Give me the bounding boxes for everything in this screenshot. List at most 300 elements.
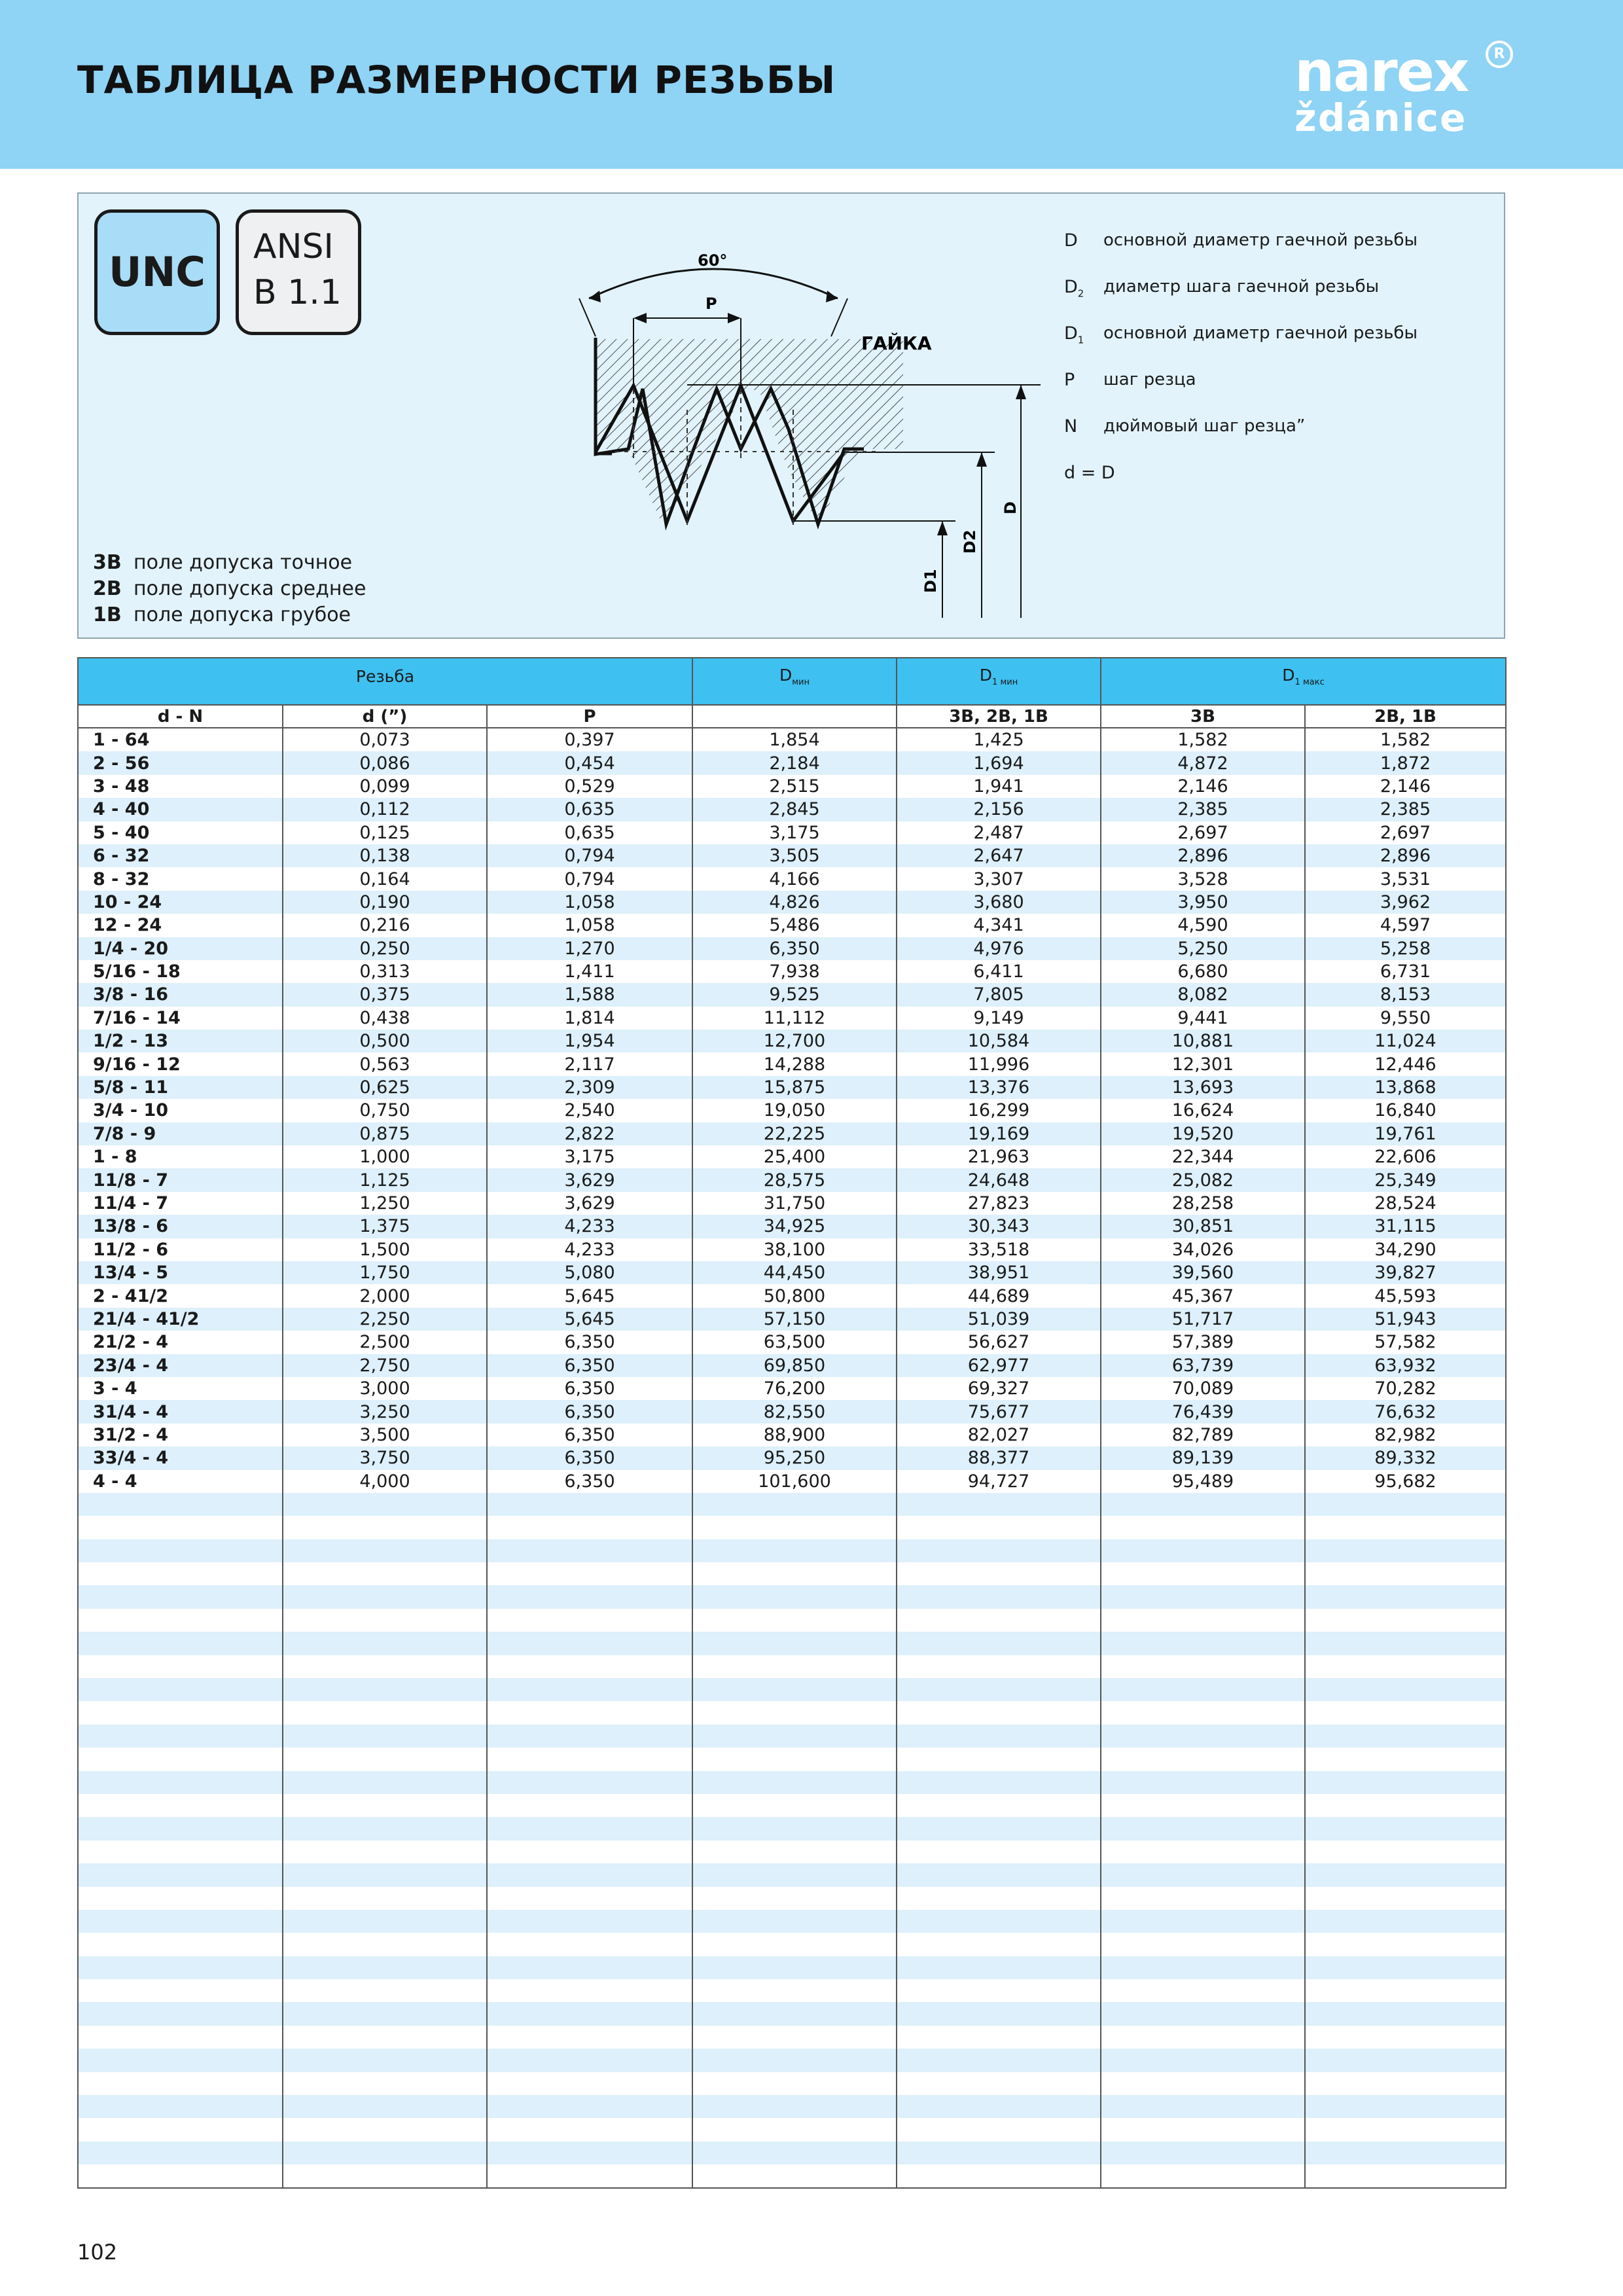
table-cell: 1,125 [283, 1168, 487, 1191]
table-cell: 2,515 [692, 775, 897, 798]
legend-description: диаметр шага гаечной резьбы [1103, 277, 1380, 296]
table-cell [1101, 2026, 1305, 2049]
table-cell: 0,216 [283, 914, 487, 937]
table-cell [692, 2164, 897, 2187]
table-cell: 89,332 [1305, 1446, 1505, 1469]
logo-subline: ždánice [1294, 96, 1467, 140]
table-cell [1101, 1539, 1305, 1562]
table-cell: 88,377 [897, 1446, 1101, 1469]
table-cell: 51,039 [897, 1308, 1101, 1331]
table-cell: 45,367 [1101, 1284, 1305, 1307]
table-row-empty [79, 1678, 1505, 1701]
table-cell [487, 1678, 692, 1701]
table-cell: 4,597 [1305, 914, 1505, 937]
table-cell: 1,582 [1305, 728, 1505, 751]
table-cell [487, 2164, 692, 2187]
table-cell: 11,112 [692, 1007, 897, 1030]
table-cell [79, 1632, 283, 1655]
table-cell [1101, 1817, 1305, 1840]
table-cell [1305, 1725, 1505, 1748]
table-cell: 2,540 [487, 1099, 692, 1122]
table-cell: 22,225 [692, 1122, 897, 1145]
table-cell: 2,697 [1101, 821, 1305, 844]
table-cell: 16,299 [897, 1099, 1101, 1122]
table-cell [283, 1771, 487, 1794]
table-cell [79, 2072, 283, 2095]
table-cell [487, 1493, 692, 1516]
table-cell [1305, 1887, 1505, 1910]
table-cell [1101, 1493, 1305, 1516]
table-row-empty [79, 1817, 1505, 1840]
table-cell: 9,550 [1305, 1007, 1505, 1030]
table-cell: 21,963 [897, 1145, 1101, 1168]
table-cell [283, 2118, 487, 2141]
table-cell [897, 1493, 1101, 1516]
table-cell [1101, 1863, 1305, 1886]
table-cell: 39,560 [1101, 1261, 1305, 1284]
table-cell: 30,851 [1101, 1215, 1305, 1238]
table-cell: 89,139 [1101, 1446, 1305, 1469]
d1max-group-header: $D_{1 макс}$ [1101, 658, 1505, 705]
table-cell [487, 1840, 692, 1863]
table-cell: 1,411 [487, 960, 692, 983]
table-cell: 0,750 [283, 1099, 487, 1122]
table-cell [1101, 1748, 1305, 1770]
table-cell [79, 1655, 283, 1678]
table-row [79, 1145, 1505, 1168]
table-cell [1305, 1933, 1505, 1956]
table-row [79, 775, 1505, 798]
table-cell [897, 1979, 1101, 2002]
table-cell [1101, 1840, 1305, 1863]
table-cell: 0,250 [283, 937, 487, 960]
table-row-empty [79, 1609, 1505, 1632]
table-cell: 1,814 [487, 1007, 692, 1030]
table-cell [1305, 2049, 1505, 2072]
table-cell [487, 1562, 692, 1585]
table-cell [79, 1794, 283, 1817]
table-row [79, 1238, 1505, 1261]
table-cell: 2,500 [283, 1331, 487, 1354]
logo-wordmark: narex [1294, 39, 1469, 105]
table-cell [283, 1840, 487, 1863]
table-cell [283, 1539, 487, 1562]
table-row [79, 1122, 1505, 1145]
table-cell: 3,962 [1305, 891, 1505, 914]
thread-info-panel [77, 192, 1505, 639]
table-cell [1305, 1956, 1505, 1979]
table-cell [1305, 2026, 1505, 2049]
table-cell [692, 1910, 897, 1933]
table-cell [1305, 1539, 1505, 1562]
table-cell [283, 1701, 487, 1724]
table-cell [1305, 1655, 1505, 1678]
table-cell: 9,525 [692, 983, 897, 1006]
thread-group-header: Резьба [79, 658, 692, 705]
table-row [79, 1446, 1505, 1469]
table-cell [897, 2118, 1101, 2141]
table-cell: 0,190 [283, 891, 487, 914]
table-cell [79, 1585, 283, 1608]
table-cell: 95,250 [692, 1446, 897, 1469]
table-row-empty [79, 1933, 1505, 1956]
tolerance-code: 1B [93, 603, 122, 626]
table-cell [283, 1817, 487, 1840]
table-cell [897, 1840, 1101, 1863]
page-number: 102 [77, 2240, 118, 2265]
table-cell: 5,645 [487, 1284, 692, 1307]
table-cell [487, 2026, 692, 2049]
table-cell: 95,489 [1101, 1470, 1305, 1493]
table-row-empty [79, 1493, 1505, 1516]
table-cell [283, 1863, 487, 1886]
table-row-empty [79, 1632, 1505, 1655]
table-cell: 7,805 [897, 983, 1101, 1006]
table-cell [692, 1956, 897, 1979]
table-cell: 2 - 41/2 [79, 1284, 283, 1307]
table-cell: 34,925 [692, 1215, 897, 1238]
table-cell [487, 1956, 692, 1979]
table-cell: 95,682 [1305, 1470, 1505, 1493]
table-cell [1101, 1701, 1305, 1724]
table-cell: 2,750 [283, 1354, 487, 1377]
table-cell: 4,590 [1101, 914, 1305, 937]
table-cell [79, 2026, 283, 2049]
page-title: ТАБЛИЦА РАЗМЕРНОСТИ РЕЗЬБЫ [77, 58, 836, 102]
table-cell [487, 1725, 692, 1748]
table-cell [487, 1863, 692, 1886]
table-cell: 2,184 [692, 751, 897, 774]
table-cell [487, 2072, 692, 2095]
table-cell [897, 1887, 1101, 1910]
table-cell: 34,290 [1305, 1238, 1505, 1261]
table-cell: 51,717 [1101, 1308, 1305, 1331]
table-cell: 1,375 [283, 1215, 487, 1238]
dmin-group-header: $D_{мин}$ [692, 658, 897, 705]
table-row-empty [79, 1516, 1505, 1539]
table-row-empty [79, 1956, 1505, 1979]
table-cell [897, 2142, 1101, 2164]
table-cell [1101, 1655, 1305, 1678]
nut-label: ГАЙКА [861, 332, 932, 354]
table-cell [692, 1863, 897, 1886]
col-header [692, 705, 897, 728]
table-cell: 4 - 40 [79, 798, 283, 821]
thread-dimensions-table [79, 658, 1505, 2188]
table-cell: 6,350 [487, 1400, 692, 1423]
table-cell [283, 1585, 487, 1608]
table-cell [487, 1817, 692, 1840]
table-cell: 5,258 [1305, 937, 1505, 960]
table-cell [1305, 1794, 1505, 1817]
col-header: 3B [1101, 705, 1305, 728]
table-cell [487, 2142, 692, 2164]
table-row [79, 1308, 1505, 1331]
table-cell: 25,349 [1305, 1168, 1505, 1191]
table-cell [897, 2095, 1101, 2118]
table-cell: 4,000 [283, 1470, 487, 1493]
tolerance-row [93, 551, 366, 577]
table-cell: 11/8 - 7 [79, 1168, 283, 1191]
table-cell: 44,450 [692, 1261, 897, 1284]
table-row-empty [79, 1701, 1505, 1724]
table-cell: 31,115 [1305, 1215, 1505, 1238]
ansi-badge-line1: ANSI [253, 227, 334, 266]
table-cell [1305, 1562, 1505, 1585]
table-cell: 70,089 [1101, 1377, 1305, 1400]
table-cell: 30,343 [897, 1215, 1101, 1238]
table-cell: 2,385 [1101, 798, 1305, 821]
table-cell: 0,086 [283, 751, 487, 774]
table-row-empty [79, 2072, 1505, 2095]
table-cell: 75,677 [897, 1400, 1101, 1423]
table-cell: 19,761 [1305, 1122, 1505, 1145]
table-cell [692, 2002, 897, 2025]
pitch-label: P [705, 295, 717, 313]
table-cell [1101, 2164, 1305, 2187]
table-cell: 7/8 - 9 [79, 1122, 283, 1145]
table-cell [692, 1794, 897, 1817]
table-cell [692, 1840, 897, 1863]
table-cell [487, 2095, 692, 2118]
table-cell: 21/2 - 4 [79, 1331, 283, 1354]
table-cell: 8,082 [1101, 983, 1305, 1006]
table-cell [283, 1979, 487, 2002]
thread-table [77, 657, 1507, 2189]
table-cell [283, 1933, 487, 1956]
table-cell: 0,313 [283, 960, 487, 983]
table-cell: 6,731 [1305, 960, 1505, 983]
table-cell: 5,250 [1101, 937, 1305, 960]
table-cell [897, 2164, 1101, 2187]
table-cell [487, 1887, 692, 1910]
tolerance-text: поле допуска грубое [134, 603, 351, 626]
table-row [79, 798, 1505, 821]
table-cell: 28,575 [692, 1168, 897, 1191]
table-cell [692, 1933, 897, 1956]
legend-symbol: $D_2$ [1064, 277, 1084, 300]
table-cell [283, 1655, 487, 1678]
table-cell: 1,941 [897, 775, 1101, 798]
table-cell: 16,840 [1305, 1099, 1505, 1122]
table-cell: 1,058 [487, 914, 692, 937]
table-cell [692, 2142, 897, 2164]
table-cell [1101, 1794, 1305, 1817]
table-cell [487, 1979, 692, 2002]
table-cell: 2,487 [897, 821, 1101, 844]
tolerance-code: 3B [93, 551, 122, 574]
table-cell [692, 1701, 897, 1724]
table-cell [1305, 1493, 1505, 1516]
table-cell: 3/4 - 10 [79, 1099, 283, 1122]
table-cell: 76,200 [692, 1377, 897, 1400]
d-dimension-label: D [1001, 501, 1020, 514]
table-cell: 2 - 56 [79, 751, 283, 774]
table-cell: 82,789 [1101, 1424, 1305, 1446]
col-header: 3B, 2B, 1B [897, 705, 1101, 728]
table-cell: 0,112 [283, 798, 487, 821]
table-cell: 76,632 [1305, 1400, 1505, 1423]
table-row [79, 751, 1505, 774]
table-row [79, 1007, 1505, 1030]
table-cell [283, 1678, 487, 1701]
table-cell [79, 1840, 283, 1863]
ansi-badge-line2: B 1.1 [253, 273, 342, 312]
table-cell [487, 2049, 692, 2072]
d1-dimension-label: D1 [921, 569, 940, 593]
table-cell: 3,680 [897, 891, 1101, 914]
table-row [79, 1076, 1505, 1099]
table-row-empty [79, 1585, 1505, 1608]
table-cell: 39,827 [1305, 1261, 1505, 1284]
table-cell: 6,350 [487, 1470, 692, 1493]
table-cell [1305, 1817, 1505, 1840]
table-cell [897, 2002, 1101, 2025]
table-cell: 0,635 [487, 821, 692, 844]
table-cell: 19,169 [897, 1122, 1101, 1145]
table-cell: 12 - 24 [79, 914, 283, 937]
table-cell: 45,593 [1305, 1284, 1505, 1307]
table-cell: 2,146 [1101, 775, 1305, 798]
table-cell [487, 1748, 692, 1770]
table-cell [79, 2142, 283, 2164]
table-cell [79, 1493, 283, 1516]
tolerance-code: 2B [93, 577, 122, 600]
table-cell: 0,529 [487, 775, 692, 798]
table-cell: 31/2 - 4 [79, 1424, 283, 1446]
unc-badge: UNC [94, 209, 220, 335]
table-cell: 1,588 [487, 983, 692, 1006]
table-cell: 0,125 [283, 821, 487, 844]
table-row [79, 1052, 1505, 1075]
table-cell: 4,233 [487, 1238, 692, 1261]
table-cell [897, 1794, 1101, 1817]
table-cell: 10,584 [897, 1030, 1101, 1052]
table-cell: 3,250 [283, 1400, 487, 1423]
table-cell [1305, 2164, 1505, 2187]
table-cell [692, 1562, 897, 1585]
table-cell [897, 1655, 1101, 1678]
table-cell [692, 2095, 897, 2118]
registered-icon: R [1486, 41, 1513, 68]
table-cell [692, 1609, 897, 1632]
table-row-empty [79, 1655, 1505, 1678]
table-cell [692, 1539, 897, 1562]
table-cell [487, 2118, 692, 2141]
col-header: 2B, 1B [1305, 705, 1505, 728]
table-cell: 2,250 [283, 1308, 487, 1331]
table-cell: 3 - 4 [79, 1377, 283, 1400]
table-cell: 38,951 [897, 1261, 1101, 1284]
table-cell [283, 1910, 487, 1933]
table-cell [897, 2049, 1101, 2072]
table-cell: 88,900 [692, 1424, 897, 1446]
table-cell [1101, 2049, 1305, 2072]
table-cell: 3,950 [1101, 891, 1305, 914]
table-row [79, 1331, 1505, 1354]
table-cell [487, 1585, 692, 1608]
table-cell [692, 2049, 897, 2072]
table-cell [283, 2026, 487, 2049]
table-cell: 7/16 - 14 [79, 1007, 283, 1030]
table-cell: 5/16 - 18 [79, 960, 283, 983]
table-cell [1305, 1701, 1505, 1724]
legend-symbol: P [1064, 370, 1075, 390]
table-cell [692, 1725, 897, 1748]
table-cell [1101, 1516, 1305, 1539]
table-cell [1305, 1910, 1505, 1933]
table-row [79, 1168, 1505, 1191]
table-cell: 69,327 [897, 1377, 1101, 1400]
table-cell [283, 1493, 487, 1516]
table-cell: 0,625 [283, 1076, 487, 1099]
table-cell [1101, 1979, 1305, 2002]
table-cell [897, 1771, 1101, 1794]
table-cell: 4 - 4 [79, 1470, 283, 1493]
table-cell [79, 2095, 283, 2118]
table-cell: 2,647 [897, 844, 1101, 867]
table-cell: 23/4 - 4 [79, 1354, 283, 1377]
table-row-empty [79, 2026, 1505, 2049]
table-cell: 13/4 - 5 [79, 1261, 283, 1284]
table-cell [1101, 2142, 1305, 2164]
table-cell: 3,175 [487, 1145, 692, 1168]
legend-description: основной диаметр гаечной резьбы [1103, 230, 1418, 250]
table-cell: 13,868 [1305, 1076, 1505, 1099]
table-cell: 27,823 [897, 1192, 1101, 1215]
table-cell: 1 - 64 [79, 728, 283, 751]
table-cell: 0,794 [487, 867, 692, 890]
table-row-empty [79, 2095, 1505, 2118]
table-cell: 69,850 [692, 1354, 897, 1377]
table-cell: 3,175 [692, 821, 897, 844]
table-cell: 2,896 [1305, 844, 1505, 867]
table-cell: 1/4 - 20 [79, 937, 283, 960]
table-cell: 3,629 [487, 1192, 692, 1215]
table-cell: 8 - 32 [79, 867, 283, 890]
table-cell [1305, 1979, 1505, 2002]
table-cell [283, 2142, 487, 2164]
table-cell [1101, 1632, 1305, 1655]
table-cell: 0,138 [283, 844, 487, 867]
col-header: d - N [79, 705, 283, 728]
table-cell [1305, 2142, 1505, 2164]
table-row-empty [79, 1562, 1505, 1585]
table-cell: 16,624 [1101, 1099, 1305, 1122]
table-cell: 1,058 [487, 891, 692, 914]
table-cell: 4,872 [1101, 751, 1305, 774]
table-cell: 2,697 [1305, 821, 1505, 844]
table-cell: 4,976 [897, 937, 1101, 960]
table-cell: 6,411 [897, 960, 1101, 983]
narex-logo [1288, 39, 1505, 145]
table-cell: 13/8 - 6 [79, 1215, 283, 1238]
table-cell [1101, 2072, 1305, 2095]
table-row [79, 983, 1505, 1006]
table-cell: 10 - 24 [79, 891, 283, 914]
table-row-empty [79, 1910, 1505, 1933]
table-cell: 2,000 [283, 1284, 487, 1307]
table-cell: 51,943 [1305, 1308, 1505, 1331]
table-cell [692, 1817, 897, 1840]
table-cell: 6,350 [487, 1424, 692, 1446]
table-row-empty [79, 2002, 1505, 2025]
table-cell: 3 - 48 [79, 775, 283, 798]
table-cell: 2,309 [487, 1076, 692, 1099]
table-cell [487, 1632, 692, 1655]
table-cell [79, 1609, 283, 1632]
table-cell [1305, 2072, 1505, 2095]
